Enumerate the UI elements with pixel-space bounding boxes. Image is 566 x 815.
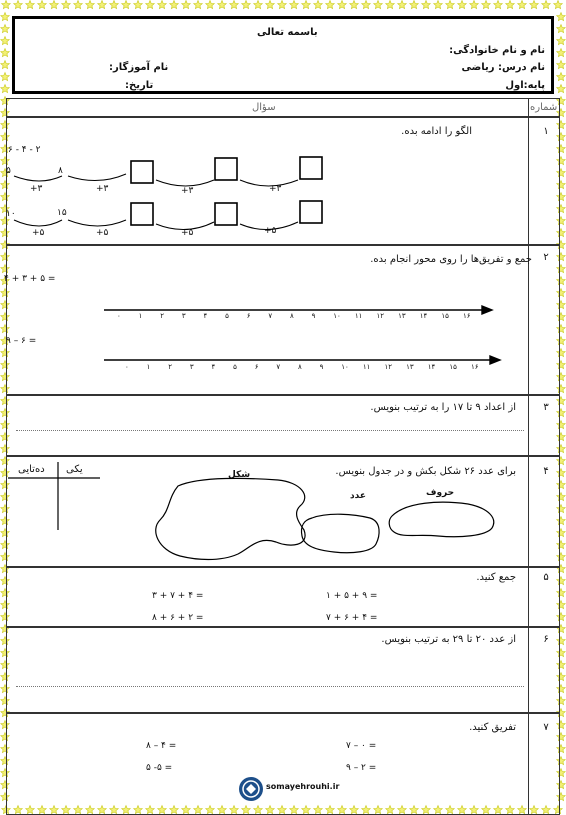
pattern-arc xyxy=(14,220,62,226)
pattern-answer-box xyxy=(131,161,153,183)
q4-tens-header: ده‌تایی xyxy=(18,464,45,475)
subject-label: نام درس: ریاضی xyxy=(461,62,545,73)
pattern-answer-box xyxy=(300,201,322,223)
q1-row1-step: +۳ xyxy=(269,184,282,194)
number-line-tick-label: ۶ xyxy=(246,312,251,320)
number-line-tick-label: ۲ xyxy=(160,312,165,320)
pattern-arc xyxy=(240,222,298,230)
number-line-tick-label: ۱۰ xyxy=(333,312,341,320)
q6-number: ۶ xyxy=(543,634,549,645)
number-line-tick-label: ۳ xyxy=(189,363,194,371)
number-line-tick-label: ۱۰ xyxy=(341,363,349,371)
q4-ones-header: یکی xyxy=(66,464,83,475)
q1-row2-step: +۵ xyxy=(32,228,45,238)
q1-row2-step: +۵ xyxy=(264,226,277,236)
number-line-tick-label: ۱ xyxy=(138,312,143,320)
col-header-number: شماره xyxy=(530,102,558,113)
number-line-tick-label: ۱۳ xyxy=(398,312,406,320)
pattern-arc xyxy=(240,180,298,186)
q5-number: ۵ xyxy=(543,572,549,583)
number-line-arrow xyxy=(482,306,492,314)
q3-text: از اعداد ۹ تا ۱۷ را به ترتیب بنویس. xyxy=(370,402,516,413)
number-line-tick-label: ۱۵ xyxy=(449,363,457,371)
number-line-tick-label: ۱۲ xyxy=(384,363,393,371)
q5-equation: ۳ + ۷ + ۴ = xyxy=(152,591,204,601)
number-line-tick-label: ۵ xyxy=(225,312,229,320)
pattern-arc xyxy=(68,174,126,181)
q1-row1-step: +۳ xyxy=(96,184,109,194)
number-line-tick-label: ۸ xyxy=(298,363,302,371)
number-line-tick-label: ۱۵ xyxy=(441,312,449,320)
number-line-tick-label: ۱۶ xyxy=(463,312,471,320)
number-line-tick-label: ۷ xyxy=(276,363,281,371)
grade-label: پایه:اول xyxy=(505,80,545,91)
number-line-tick-label: ۳ xyxy=(181,312,186,320)
q4-number: ۴ xyxy=(543,466,549,477)
q7-number: ۷ xyxy=(543,722,549,733)
date-label: تاریخ: xyxy=(125,80,154,91)
q1-row1-a: ۵ xyxy=(6,166,11,176)
col-header-question: سؤال xyxy=(252,102,276,113)
number-line-tick-label: ۲ xyxy=(168,363,173,371)
pattern-arc xyxy=(156,180,214,186)
pattern-arc xyxy=(14,176,62,181)
q4-letters-label: حروف xyxy=(426,488,455,498)
q2-text: جمع و تفریق‌ها را روی محور انجام بده. xyxy=(370,254,532,265)
number-line-tick-label: ۱۱ xyxy=(362,363,371,371)
student-name-label: نام و نام خانوادگی: xyxy=(449,45,545,56)
q3-number: ۳ xyxy=(543,402,549,413)
number-line-tick-label: ۱ xyxy=(146,363,151,371)
number-line-tick-label: ۸ xyxy=(290,312,294,320)
number-line-arrow xyxy=(490,356,500,364)
q4-shape-blob xyxy=(156,478,305,559)
q2-equation-2: ۹ – ۶ = xyxy=(6,336,37,346)
pattern-answer-box xyxy=(131,203,153,225)
q7-equation: ۷ – ۰ = xyxy=(346,741,377,751)
q1-row1-b: ۸ xyxy=(58,166,63,176)
q5-equation: ۸ + ۶ + ۲ = xyxy=(152,613,204,623)
q6-text: از عدد ۲۰ تا ۲۹ به ترتیب بنویس. xyxy=(381,634,516,645)
q1-row1-step: +۳ xyxy=(181,186,194,196)
q1-row1-prefix: ۶ - ۴ - ۲ xyxy=(8,145,41,155)
number-line-tick-label: ۹ xyxy=(311,312,316,320)
q2-number: ۲ xyxy=(543,252,549,263)
bismillah: باسمه تعالی xyxy=(257,27,318,38)
q4-number-blob xyxy=(301,514,379,553)
number-line-tick-label: ۹ xyxy=(319,363,324,371)
teacher-label: نام آموزگار: xyxy=(109,62,169,73)
pattern-answer-box xyxy=(215,203,237,225)
q5-equation: ۷ + ۶ + ۴ = xyxy=(326,613,378,623)
number-line-tick-label: ۰ xyxy=(117,312,121,320)
pattern-arc xyxy=(68,220,126,226)
pattern-arc xyxy=(156,222,214,230)
number-line-tick-label: ۱۲ xyxy=(376,312,385,320)
number-line-tick-label: ۴ xyxy=(211,363,216,371)
q1-row1-step: +۳ xyxy=(30,184,43,194)
q1-text: الگو را ادامه بده. xyxy=(401,126,472,137)
q1-row2-b: ۱۵ xyxy=(57,208,67,218)
q4-number-label: عدد xyxy=(350,491,366,501)
number-line-tick-label: ۷ xyxy=(268,312,273,320)
q4-shape-label: شکل xyxy=(228,470,251,480)
number-line-tick-label: ۱۶ xyxy=(471,363,479,371)
number-line-tick-label: ۱۴ xyxy=(419,312,428,320)
number-line-tick-label: ۵ xyxy=(233,363,237,371)
q5-equation: ۱ + ۵ + ۹ = xyxy=(326,591,378,601)
q1-row2-a: ۱۰ xyxy=(6,209,16,219)
q1-number: ۱ xyxy=(543,126,549,137)
number-line-tick-label: ۱۳ xyxy=(406,363,414,371)
q7-equation: ۵ -۵ = xyxy=(146,763,173,773)
q1-row2-step: +۵ xyxy=(181,228,194,238)
number-line-tick-label: ۱۱ xyxy=(354,312,363,320)
number-line-tick-label: ۴ xyxy=(203,312,208,320)
pattern-answer-box xyxy=(215,158,237,180)
q4-text: برای عدد ۲۶ شکل بکش و در جدول بنویس. xyxy=(335,466,516,477)
q2-equation-1: ۴ + ۳ + ۵ = xyxy=(4,274,56,284)
q7-equation: ۸ – ۴ = xyxy=(146,741,177,751)
q1-row2-step: +۵ xyxy=(96,228,109,238)
q4-letters-blob xyxy=(389,502,494,537)
number-line-tick-label: ۶ xyxy=(254,363,259,371)
q7-text: تفریق کنید. xyxy=(469,722,516,733)
pattern-answer-box xyxy=(300,157,322,179)
q7-equation: ۹ – ۲ = xyxy=(346,763,377,773)
q5-text: جمع کنید. xyxy=(476,572,516,583)
number-line-tick-label: ۰ xyxy=(125,363,129,371)
number-line-tick-label: ۱۴ xyxy=(427,363,436,371)
site-url[interactable]: somayehrouhi.ir xyxy=(266,782,340,791)
